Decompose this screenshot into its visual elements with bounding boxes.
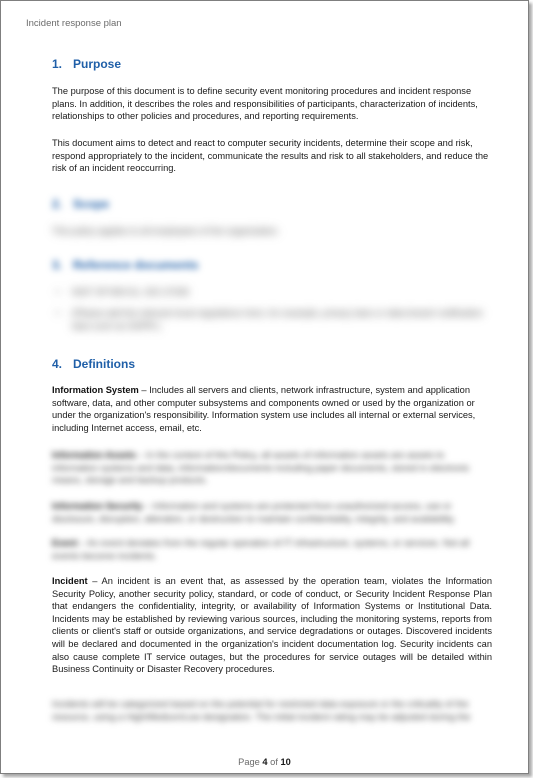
- definition-blurred-1: [52, 449, 492, 487]
- definition-term: Information Security: [52, 501, 143, 511]
- reference-text: (Please add the relevant local regulations here, for example, privacy laws or data breach notification laws such as GDPR.): [72, 308, 483, 331]
- page-label: Page: [238, 757, 263, 767]
- bullet-icon: •: [56, 287, 60, 297]
- definition-term: Information System: [52, 385, 139, 395]
- page-total: 10: [280, 757, 291, 767]
- reference-text: NIST SP 800-61, ISO 27035: [72, 287, 189, 297]
- section-number: 3.: [52, 258, 63, 272]
- purpose-paragraph-1: The purpose of this document is to define security event monitoring procedures and incident response plans. In addition, it describes the roles and responsibilities of participants, characterization of incidents, relationships to other policies and procedures, and reporting requirements.: [52, 86, 478, 122]
- definition-term: Information Assets: [52, 450, 136, 460]
- definition-text: Incidents will be categorized based on the potential for restricted data exposure or the criticality of the resource, using a High/Medium/Low designation. The initial incident rating may be adjusted during the: [52, 699, 471, 722]
- definition-blurred-3: [52, 537, 492, 562]
- section-title: Purpose: [73, 57, 122, 71]
- page-current: 4: [262, 757, 268, 767]
- running-header: Incident response plan: [26, 18, 122, 29]
- definition-information-system: [52, 384, 492, 434]
- definition-text: – Includes all servers and clients, network infrastructure, system and application software, data, and other computer subsystems and components owned or used by the organization or under the organization's responsibility. Information system use includes all internal or external services, including Internet access, email, etc.: [52, 385, 476, 433]
- definition-text: – Information and systems are protected from unauthorized access, use or disclosure, disruption, alteration, or destruction to maintain confidentiality, integrity, and availability.: [52, 501, 456, 524]
- definition-text: – An incident is an event that, as assessed by the operation team, violates the Information Security Policy, another security policy, standard, or code of conduct, or Security Incident Response Plan that endangers the confidentiality, integrity, or availability of Information Systems or Institutional Data. Incidents may be established by reviewing various sources, including the monitoring systems, reports from clients or client's staff or outside organizations, and service degradations or outages. Discovered incidents will be declared and documented in the organization's incident documentation log. Security incidents can also cause complete IT service outages, but the procedures for service outages will be detailed within Business Continuity or Disaster Recovery procedures.: [52, 576, 492, 675]
- definition-blurred-2: [52, 500, 492, 525]
- section-heading-scope: [52, 197, 109, 211]
- purpose-paragraph-2: This document aims to detect and react to computer security incidents, determine their scope and risk, respond appropriately to the incident, communicate the results and risk to all stakeholders, and reduce the risk of an incident reoccurring.: [52, 138, 489, 174]
- section-heading-definitions: [52, 357, 135, 371]
- section-heading-references: [52, 258, 198, 272]
- definition-incident: [52, 575, 492, 676]
- section-heading-purpose: [52, 57, 121, 71]
- page-separator: of: [267, 757, 281, 767]
- scope-paragraph: This policy applies to all employees of the organization.: [52, 226, 280, 236]
- section-title: Reference documents: [73, 258, 199, 272]
- definition-blurred-4: [52, 698, 492, 723]
- definition-term: Event: [52, 538, 78, 548]
- definition-term: Incident: [52, 576, 88, 586]
- section-number: 2.: [52, 197, 63, 211]
- bullet-icon: •: [56, 308, 60, 318]
- page-footer: [1, 757, 528, 767]
- section-title: Scope: [73, 197, 110, 211]
- section-title: Definitions: [73, 357, 135, 371]
- definition-text: – An event deviates from the regular operation of IT infrastructure, systems, or services. Not all events become incidents.: [52, 538, 470, 561]
- definition-text: – In the context of this Policy, all assets of information assets are assets to information systems and data, information/documents including paper documents, stored in electronic means, storage and backup products.: [52, 450, 470, 486]
- section-number: 1.: [52, 57, 63, 71]
- section-number: 4.: [52, 357, 63, 371]
